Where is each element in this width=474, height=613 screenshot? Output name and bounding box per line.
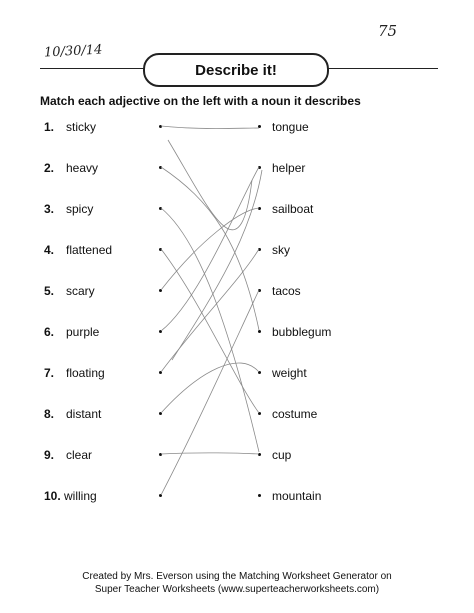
left-dot[interactable] [159,494,162,497]
adjective: willing [64,489,97,503]
left-dot[interactable] [159,248,162,251]
left-dot[interactable] [159,207,162,210]
noun: bubblegum [272,325,332,339]
left-dot[interactable] [159,125,162,128]
match-row [0,120,474,138]
footer-line-2: Super Teacher Worksheets (www.superteacherworksheets.com) [94,584,380,595]
left-dot[interactable] [159,453,162,456]
handwritten-score: 75 [378,22,398,40]
adjective: flattened [66,243,113,257]
noun: sky [272,243,290,257]
left-dot[interactable] [159,412,162,415]
noun: cup [272,448,292,462]
noun: sailboat [272,202,314,216]
footer-credit [0,570,474,596]
adjective: heavy [66,161,99,175]
match-row [0,448,474,466]
noun: weight [272,366,307,380]
item-number: 7. [44,366,55,380]
adjective: clear [66,448,93,462]
right-dot[interactable] [258,166,261,169]
left-dot[interactable] [159,371,162,374]
adjective: scary [66,284,95,298]
adjective: sticky [66,120,96,134]
item-number: 4. [44,243,55,257]
item-number: 9. [44,448,55,462]
noun: helper [272,161,306,175]
match-row [0,407,474,425]
item-number: 3. [44,202,55,216]
footer-line-1: Created by Mrs. Everson using the Matching Worksheet Generator on [82,571,392,582]
match-row [0,489,474,507]
item-number: 6. [44,325,55,339]
match-row [0,161,474,179]
right-dot[interactable] [258,453,261,456]
left-dot[interactable] [159,166,162,169]
worksheet-title: Describe it! [143,53,329,87]
item-number: 10. [44,489,61,503]
adjective: spicy [66,202,94,216]
noun: tacos [272,284,301,298]
right-dot[interactable] [258,371,261,374]
right-dot[interactable] [258,330,261,333]
handwritten-date: 10/30/14 [43,42,103,61]
right-dot[interactable] [258,125,261,128]
right-dot[interactable] [258,207,261,210]
left-dot[interactable] [159,289,162,292]
item-number: 1. [44,120,55,134]
adjective: floating [66,366,105,380]
right-dot[interactable] [258,248,261,251]
right-dot[interactable] [258,412,261,415]
instructions: Match each adjective on the left with a noun it describes [40,94,361,108]
adjective: distant [66,407,102,421]
left-dot[interactable] [159,330,162,333]
noun: tongue [272,120,309,134]
noun: mountain [272,489,322,503]
item-number: 5. [44,284,55,298]
adjective: purple [66,325,100,339]
match-row [0,366,474,384]
match-row [0,202,474,220]
noun: costume [272,407,318,421]
item-number: 8. [44,407,55,421]
match-row [0,243,474,261]
match-row [0,284,474,302]
item-number: 2. [44,161,55,175]
right-dot[interactable] [258,494,261,497]
right-dot[interactable] [258,289,261,292]
match-row [0,325,474,343]
